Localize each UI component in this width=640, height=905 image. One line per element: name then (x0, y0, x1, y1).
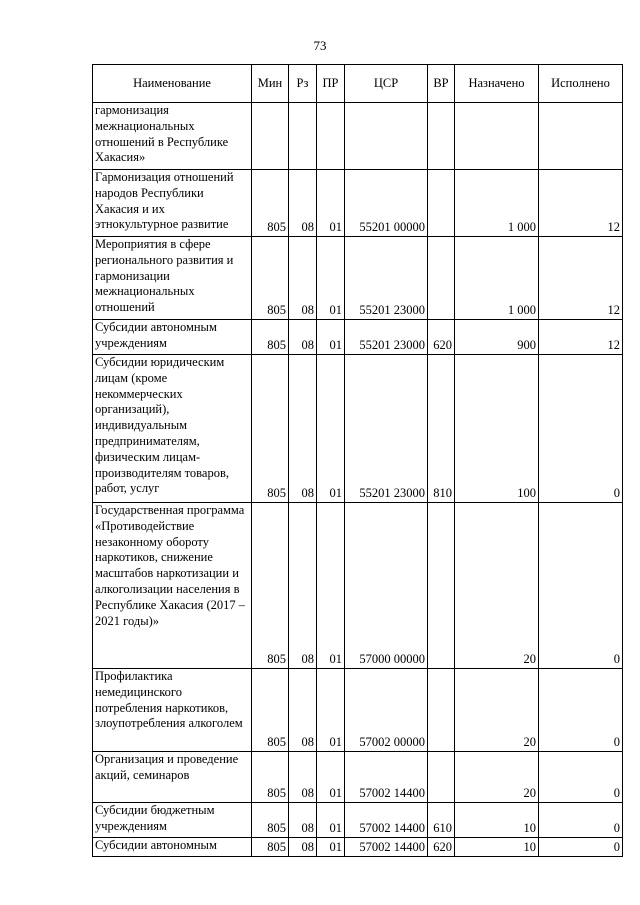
row-pr: 01 (317, 803, 345, 838)
column-header-rz: Рз (289, 65, 317, 103)
row-rz: 08 (289, 752, 317, 803)
column-header-name: Наименование (93, 65, 252, 103)
row-csr: 57000 00000 (345, 503, 428, 669)
row-executed: 0 (539, 355, 623, 503)
row-rz: 08 (289, 503, 317, 669)
table-row (93, 355, 623, 503)
row-executed: 0 (539, 752, 623, 803)
row-vr (428, 752, 455, 803)
row-pr: 01 (317, 752, 345, 803)
row-csr: 55201 00000 (345, 170, 428, 237)
row-pr: 01 (317, 669, 345, 752)
row-rz (289, 103, 317, 170)
row-pr: 01 (317, 170, 345, 237)
row-vr (428, 669, 455, 752)
row-min: 805 (252, 669, 289, 752)
table-row (93, 752, 623, 803)
table-row (93, 237, 623, 320)
row-min: 805 (252, 838, 289, 857)
row-vr: 810 (428, 355, 455, 503)
row-name: Профилактика немедицинского потребления наркотиков, злоупотребления алкоголем (93, 669, 252, 752)
row-name: Государственная программа «Противодействие незаконному обороту наркотиков, снижение масштабов наркотизации и алкоголизации населения в Республике Хакасия (2017 – 2021 годы)» (93, 503, 252, 669)
page-number: 73 (313, 38, 327, 53)
row-rz: 08 (289, 838, 317, 857)
row-pr: 01 (317, 320, 345, 355)
row-name: Гармонизация отношений народов Республики Хакасия и их этнокультурное развитие (93, 170, 252, 237)
row-pr: 01 (317, 503, 345, 669)
row-csr: 55201 23000 (345, 237, 428, 320)
row-name: гармонизация межнациональных отношений в Республике Хакасия» (93, 103, 252, 170)
row-assigned: 100 (455, 355, 539, 503)
column-header-vr: ВР (428, 65, 455, 103)
row-rz: 08 (289, 320, 317, 355)
row-vr (428, 103, 455, 170)
row-executed: 12 (539, 320, 623, 355)
row-csr: 55201 23000 (345, 320, 428, 355)
row-pr (317, 103, 345, 170)
row-vr: 620 (428, 320, 455, 355)
row-executed: 0 (539, 669, 623, 752)
row-executed: 12 (539, 170, 623, 237)
row-vr (428, 170, 455, 237)
row-min: 805 (252, 503, 289, 669)
row-rz: 08 (289, 170, 317, 237)
column-header-assigned: Назначено (455, 65, 539, 103)
row-rz: 08 (289, 803, 317, 838)
row-assigned: 900 (455, 320, 539, 355)
row-executed: 0 (539, 803, 623, 838)
row-min: 805 (252, 320, 289, 355)
row-assigned: 10 (455, 803, 539, 838)
row-assigned: 10 (455, 838, 539, 857)
row-name: Организация и проведение акций, семинаров (93, 752, 252, 803)
row-vr (428, 237, 455, 320)
row-vr: 620 (428, 838, 455, 857)
row-csr: 57002 14400 (345, 838, 428, 857)
row-assigned: 20 (455, 752, 539, 803)
row-executed (539, 103, 623, 170)
row-assigned: 1 000 (455, 170, 539, 237)
table-row (93, 170, 623, 237)
row-pr: 01 (317, 237, 345, 320)
table-row (93, 503, 623, 669)
row-assigned: 1 000 (455, 237, 539, 320)
table-row (93, 320, 623, 355)
table-row (93, 838, 623, 857)
row-min: 805 (252, 355, 289, 503)
row-rz: 08 (289, 669, 317, 752)
table-row (93, 803, 623, 838)
row-csr: 57002 00000 (345, 669, 428, 752)
table-row (93, 669, 623, 752)
row-executed: 0 (539, 838, 623, 857)
table-row (93, 103, 623, 170)
row-name: Субсидии юридическим лицам (кроме некоммерческих организаций), индивидуальным предпринимателям, физическим лицам-производителям товаров, работ, услуг (93, 355, 252, 503)
row-vr (428, 503, 455, 669)
row-name: Субсидии автономным учреждениям (93, 320, 252, 355)
row-pr: 01 (317, 355, 345, 503)
row-csr: 57002 14400 (345, 752, 428, 803)
row-executed: 12 (539, 237, 623, 320)
row-rz: 08 (289, 355, 317, 503)
row-assigned: 20 (455, 669, 539, 752)
row-min (252, 103, 289, 170)
row-vr: 610 (428, 803, 455, 838)
row-rz: 08 (289, 237, 317, 320)
table-header-row (93, 65, 623, 103)
budget-table (92, 64, 623, 857)
column-header-csr: ЦСР (345, 65, 428, 103)
column-header-min: Мин (252, 65, 289, 103)
row-min: 805 (252, 752, 289, 803)
row-executed: 0 (539, 503, 623, 669)
row-name: Мероприятия в сфере регионального развития и гармонизации межнациональных отношений (93, 237, 252, 320)
row-pr: 01 (317, 838, 345, 857)
column-header-pr: ПР (317, 65, 345, 103)
column-header-executed: Исполнено (539, 65, 623, 103)
row-assigned (455, 103, 539, 170)
row-assigned: 20 (455, 503, 539, 669)
row-min: 805 (252, 803, 289, 838)
row-csr (345, 103, 428, 170)
row-min: 805 (252, 237, 289, 320)
row-csr: 55201 23000 (345, 355, 428, 503)
row-csr: 57002 14400 (345, 803, 428, 838)
row-name: Субсидии бюджетным учреждениям (93, 803, 252, 838)
row-name: Субсидии автономным (93, 838, 252, 857)
row-min: 805 (252, 170, 289, 237)
